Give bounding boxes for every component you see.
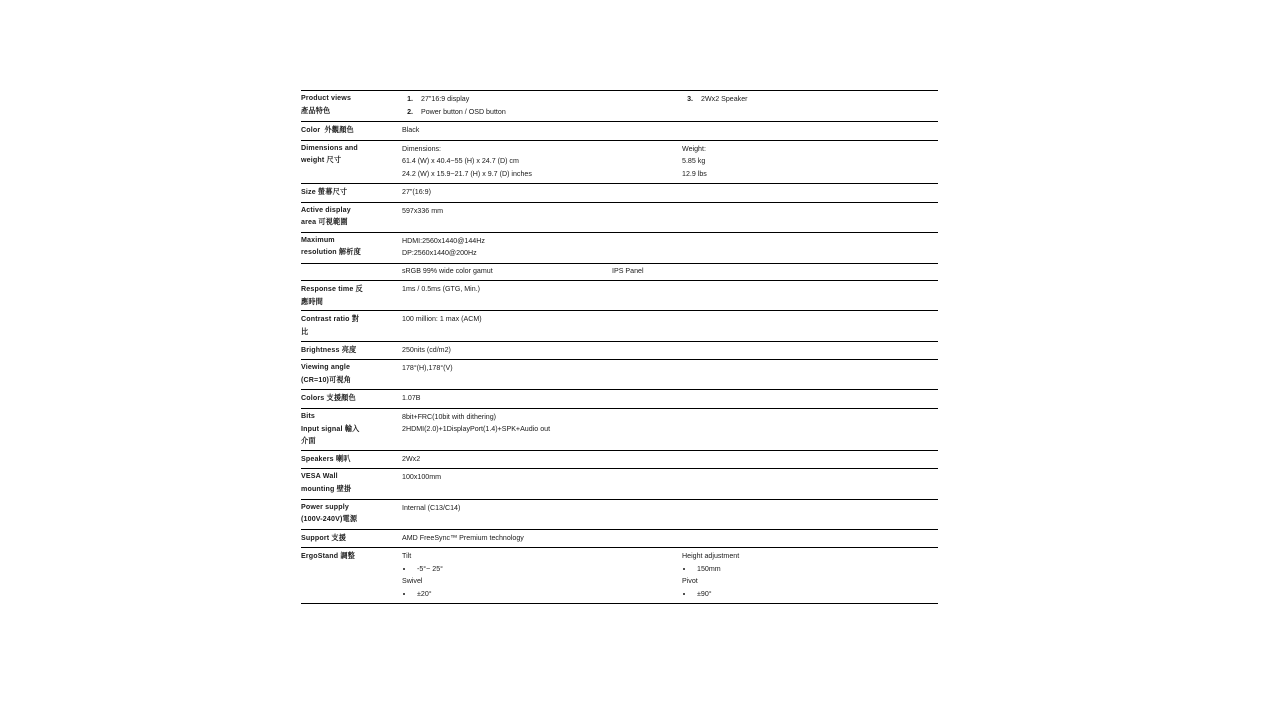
value-line: 12.9 lbs <box>682 169 707 178</box>
row-value-support <box>402 529 682 548</box>
row-label-power-supply <box>301 499 402 529</box>
label-cn-part2: 應時間 <box>301 296 324 306</box>
row-value2-vesa <box>682 469 938 499</box>
value-text: 1ms / 0.5ms (GTG, Min.) <box>402 285 481 294</box>
label-en-line1: Active display <box>301 205 351 214</box>
table-row <box>301 548 938 604</box>
value-text: 100 million: 1 max (ACM) <box>402 315 482 324</box>
table-row <box>301 499 938 529</box>
ergo-heading-pivot: Pivot <box>682 577 698 586</box>
row-label-support <box>301 529 402 548</box>
table-row <box>301 232 938 263</box>
label-en-line1: Dimensions and <box>301 143 358 152</box>
label-en-line2 <box>301 154 402 167</box>
value-line: 5.85 kg <box>682 157 706 166</box>
ergo-heading-swivel: Swivel <box>402 577 423 586</box>
row-value2-product-views <box>682 91 938 122</box>
row-value2-speakers <box>682 450 938 469</box>
table-row <box>301 408 938 450</box>
row-label-viewing-angle <box>301 360 402 390</box>
list-item: • -5°~ 25° <box>414 563 682 575</box>
ergo-bullets-height <box>682 563 938 575</box>
list-item: • ±20° <box>414 588 682 600</box>
table-row <box>301 450 938 469</box>
row-value-ergostand-right <box>682 548 938 604</box>
table-row <box>301 469 938 499</box>
value-text: Black <box>402 126 420 135</box>
label-cn-part2: 比 <box>301 326 309 336</box>
row-value-colors <box>402 390 682 409</box>
table-row <box>301 202 938 232</box>
label-cn: 螢幕尺寸 <box>317 187 348 196</box>
row-label-active-area <box>301 202 402 232</box>
row-value-brightness <box>402 341 682 360</box>
row-value-color <box>402 122 682 141</box>
label-cn-part2: 介面 <box>301 436 316 446</box>
spec-table-body <box>301 91 938 604</box>
list-item: • 150mm <box>694 563 938 575</box>
label-cn: 喇叭 <box>335 453 351 463</box>
ergo-bullets-tilt <box>402 563 682 575</box>
value-text: 100x100mm <box>402 473 442 482</box>
label-en-line1 <box>301 283 402 296</box>
value-text: Internal (C13/C14) <box>402 503 461 512</box>
table-row <box>301 122 938 141</box>
value-text: 250nits (cd/m2) <box>402 345 451 354</box>
label-cn: 外觀顏色 <box>324 125 354 135</box>
label-en-word: (CR=10) <box>301 375 330 384</box>
row-value2-response-time <box>682 281 938 311</box>
label-en-line2 <box>301 374 402 387</box>
table-row <box>301 184 938 203</box>
label-en-line1: Maximum <box>301 235 335 244</box>
row-value-contrast <box>402 311 682 341</box>
value-line: Weight: <box>682 144 706 153</box>
label-en: Speakers <box>301 454 334 463</box>
panel-type: IPS Panel <box>612 266 644 275</box>
label-en-cn <box>301 550 402 563</box>
label-en: ErgoStand <box>301 552 339 561</box>
label-en-cn <box>301 124 402 137</box>
label-en-line2 <box>301 513 402 526</box>
ergo-bullets-swivel <box>402 588 682 600</box>
label-en-line1 <box>301 313 402 326</box>
label-en-cn <box>301 186 402 199</box>
table-row <box>301 263 938 281</box>
value-line: HDMI:2560x1440@144Hz <box>402 236 485 245</box>
row-label-response-time <box>301 281 402 311</box>
label-en: Product views <box>301 94 352 102</box>
row-value-bits-input <box>402 408 682 450</box>
table-row <box>301 360 938 390</box>
row-value2-power-supply <box>682 499 938 529</box>
list-item: 1. 27"16:9 display <box>415 93 682 106</box>
row-label-max-resolution <box>301 232 402 263</box>
label-en: Input signal <box>301 424 343 433</box>
ergo-bullets-pivot <box>682 588 938 600</box>
row-label-speakers <box>301 450 402 469</box>
list-item: 2. Power button / OSD button <box>415 106 682 119</box>
row-label-ergostand <box>301 548 402 604</box>
value-line: Dimensions: <box>402 144 442 153</box>
label-cn: 亮度 <box>341 344 357 354</box>
ergo-heading-tilt: Tilt <box>402 552 412 561</box>
specification-sheet <box>301 90 938 604</box>
value-text: 597x336 mm <box>402 206 444 215</box>
label-cn: 調整 <box>340 551 356 561</box>
label-input-signal <box>301 423 402 436</box>
row-value-active-area <box>402 202 682 232</box>
label-en-cn <box>301 344 402 357</box>
ergo-heading-height: Height adjustment <box>682 552 740 561</box>
row-value2-color-gamut <box>682 263 938 281</box>
label-cn: 電源 <box>342 514 358 524</box>
label-cn-part1: 對 <box>351 314 360 324</box>
table-row <box>301 529 938 548</box>
gamut-pair <box>402 266 682 278</box>
row-value2-color <box>682 122 938 141</box>
row-value2-brightness <box>682 341 938 360</box>
label-cn: 產品特色 <box>301 105 331 115</box>
row-value2-bits-input <box>682 408 938 450</box>
row-label-size <box>301 184 402 203</box>
table-row <box>301 281 938 311</box>
label-en-cn <box>301 453 402 466</box>
label-en: Response time <box>301 285 354 294</box>
row-value-product-views <box>402 91 682 122</box>
row-value2-colors <box>682 390 938 409</box>
row-value-power-supply <box>402 499 682 529</box>
value-text: 2Wx2 <box>402 454 421 463</box>
value-line: DP:2560x1440@200Hz <box>402 249 477 258</box>
product-views-list-2 <box>682 93 938 106</box>
label-en: Brightness <box>301 345 340 354</box>
label-cn: 可視範圍 <box>318 217 348 227</box>
value-line: 24.2 (W) x 15.9~21.7 (H) x 9.7 (D) inches <box>402 169 532 178</box>
label-en-line1: VESA Wall <box>301 472 338 481</box>
row-value2-max-resolution <box>682 232 938 263</box>
row-value2-viewing-angle <box>682 360 938 390</box>
label-cn: 壁掛 <box>336 483 352 493</box>
row-label-vesa <box>301 469 402 499</box>
row-value2-contrast <box>682 311 938 341</box>
spec-table <box>301 90 938 604</box>
label-en: Size <box>301 188 316 196</box>
label-en-line2 <box>301 246 402 259</box>
table-row <box>301 91 938 122</box>
label-en-line2 <box>301 216 402 229</box>
row-label-color <box>301 122 402 141</box>
row-value2-active-area <box>682 202 938 232</box>
row-value-dimensions <box>402 140 682 183</box>
list-item: 3. 2Wx2 Speaker <box>695 93 938 106</box>
row-label-product-views <box>301 91 402 122</box>
row-value-max-resolution <box>402 232 682 263</box>
value-text: 178°(H),178°(V) <box>402 364 453 373</box>
label-en: Color <box>301 126 321 135</box>
list-item: • ±90° <box>694 588 938 600</box>
value-text: 1.07B <box>402 394 421 403</box>
value-text: 27"(16:9) <box>402 188 431 196</box>
label-en-line2 <box>301 483 402 496</box>
row-value2-weight <box>682 140 938 183</box>
row-value2-support <box>682 529 938 548</box>
row-value-viewing-angle <box>402 360 682 390</box>
label-en-word: resolution <box>301 248 337 257</box>
product-views-list <box>402 93 682 118</box>
row-value-speakers <box>402 450 682 469</box>
row-label-dimensions <box>301 140 402 183</box>
label-en: Colors <box>301 394 325 403</box>
row-label-empty <box>301 263 402 281</box>
value-line: 61.4 (W) x 40.4~55 (H) x 24.7 (D) cm <box>402 157 519 166</box>
label-cn-part1: 反 <box>355 284 363 294</box>
value-text: sRGB 99% wide color gamut <box>402 266 493 275</box>
row-value-color-gamut <box>402 263 682 281</box>
label-en: Support <box>301 533 330 542</box>
label-en-word: area <box>301 218 317 227</box>
label-bits: Bits <box>301 411 316 420</box>
row-label-colors <box>301 390 402 409</box>
label-en-line1: Viewing angle <box>301 363 351 372</box>
row-value2-size <box>682 184 938 203</box>
label-cn: 支援顏色 <box>326 393 356 403</box>
label-en-cn <box>301 392 402 405</box>
label-en-cn <box>301 532 402 545</box>
row-value-vesa <box>402 469 682 499</box>
value-text: AMD FreeSync™ Premium technology <box>402 533 524 542</box>
label-cn: 尺寸 <box>326 155 342 165</box>
label-en: Contrast ratio <box>301 315 350 324</box>
label-en-word: weight <box>301 156 325 165</box>
label-en-word: mounting <box>301 484 335 493</box>
row-label-contrast <box>301 311 402 341</box>
label-en-word: (100V-240V) <box>301 515 343 524</box>
table-row <box>301 311 938 341</box>
table-row <box>301 341 938 360</box>
row-value-response-time <box>402 281 682 311</box>
value-line: 8bit+FRC(10bit with dithering) <box>402 412 497 421</box>
label-cn-part1: 輸入 <box>344 423 360 433</box>
table-row <box>301 140 938 183</box>
row-value-size <box>402 184 682 203</box>
label-en-line1: Power supply <box>301 502 349 511</box>
row-label-bits-input <box>301 408 402 450</box>
label-cn: 可視角 <box>329 374 352 384</box>
table-row <box>301 390 938 409</box>
row-value-ergostand-left <box>402 548 682 604</box>
label-cn: 解析度 <box>338 247 361 257</box>
label-cn: 支援 <box>331 532 347 542</box>
value-line: 2HDMI(2.0)+1DisplayPort(1.4)+SPK+Audio out <box>402 425 551 434</box>
row-label-brightness <box>301 341 402 360</box>
